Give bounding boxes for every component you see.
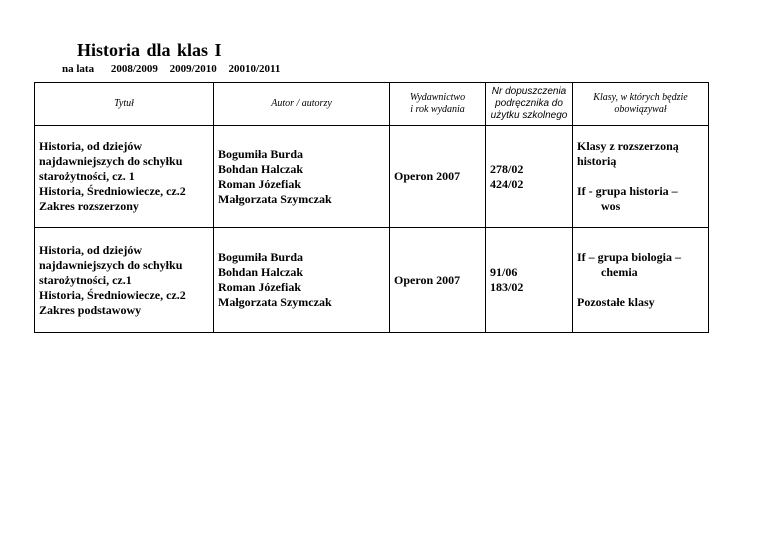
cell-publisher: Operon 2007 xyxy=(390,126,486,228)
cell-approval-number: 91/06 183/02 xyxy=(486,228,573,333)
cell-authors: Bogumiła Burda Bohdan Halczak Roman Józefiak Małgorzata Szymczak xyxy=(214,126,390,228)
header-publisher: Wydawnictwo i rok wydania xyxy=(390,83,486,126)
cell-approval-number: 278/02 424/02 xyxy=(486,126,573,228)
table-row xyxy=(35,228,709,333)
textbook-table xyxy=(34,82,709,333)
header-author: Autor / autorzy xyxy=(214,83,390,126)
school-years-line xyxy=(62,63,289,75)
school-year: 2008/2009 xyxy=(110,63,158,75)
school-year: 2009/2010 xyxy=(169,63,217,75)
cell-authors: Bogumiła Burda Bohdan Halczak Roman Józefiak Małgorzata Szymczak xyxy=(214,228,390,333)
cell-title: Historia, od dziejów najdawniejszych do schyłku starożytności, cz. 1 Historia, Średniowiecze, cz.2 Zakres rozszerzony xyxy=(35,126,214,228)
years-label: na lata xyxy=(62,63,95,75)
cell-publisher: Operon 2007 xyxy=(390,228,486,333)
cell-title: Historia, od dziejów najdawniejszych do schyłku starożytności, cz.1 Historia, Średniowiecze, cz.2 Zakres podstawowy xyxy=(35,228,214,333)
table-header-row xyxy=(35,83,709,126)
school-year: 20010/2011 xyxy=(228,63,281,75)
cell-classes: If – grupa biologia – chemia Pozostałe klasy xyxy=(573,228,709,333)
header-approval-number: Nr dopuszczenia podręcznika do użytku szkolnego xyxy=(486,83,573,126)
table-row xyxy=(35,126,709,228)
cell-classes: Klasy z rozszerzoną historią If - grupa historia – wos xyxy=(573,126,709,228)
document-title: Historia dla klas I xyxy=(77,40,222,60)
header-classes: Klasy, w których będzie obowiązywał xyxy=(573,83,709,126)
header-title: Tytuł xyxy=(35,83,214,126)
